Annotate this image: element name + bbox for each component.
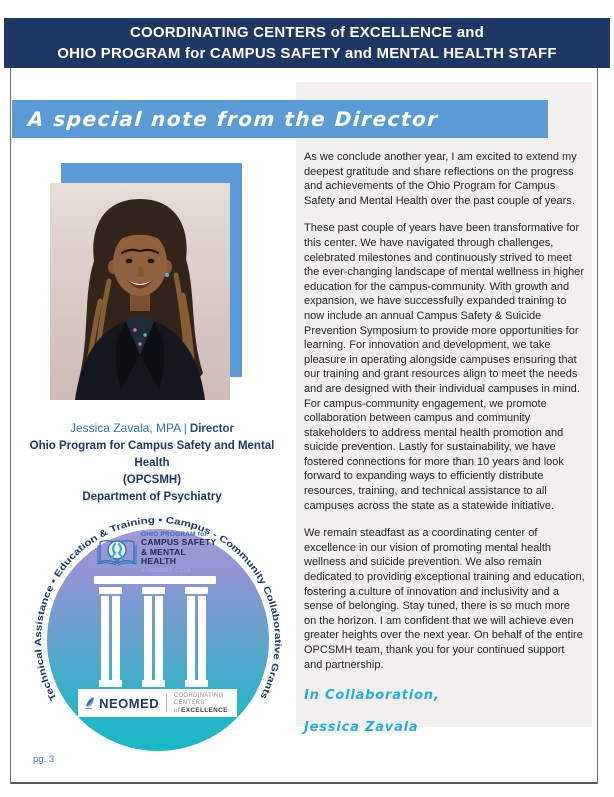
- cce-line-1: COORDINATING CENTERS: [173, 692, 224, 706]
- director-photo: [50, 183, 230, 400]
- page-number: pg. 3: [33, 754, 55, 765]
- program-line-4: A NEOMED CCoE: [141, 567, 192, 574]
- pillar-shaft: [101, 596, 120, 680]
- pillar-capital: [185, 587, 208, 594]
- letter-signature: Jessica Zavala: [304, 719, 419, 735]
- pillar-capital: [142, 587, 165, 594]
- program-logo-text: [141, 531, 221, 574]
- pillar-base: [99, 680, 122, 687]
- letter-paragraph: As we conclude another year, I am excited to extend my deepest gratitude and share reflections on the progress and achievements of the Ohio Program for Campus Safety and Mental Health over the past couple of years.: [304, 151, 577, 207]
- caption-abbrev: (OPCSMH): [122, 474, 182, 486]
- letter-closing: In Collaboration,: [304, 688, 440, 704]
- lockup-divider: [166, 694, 167, 712]
- director-portrait-illustration: [50, 183, 230, 400]
- pillar-shaft: [187, 596, 206, 680]
- program-line-1: OHIO PROGRAM for: [141, 531, 208, 538]
- neomed-cce-lockup: [78, 689, 237, 717]
- section-title: A special note from the Director: [27, 107, 440, 131]
- program-logo: [97, 531, 221, 574]
- pillar-capital: [99, 587, 122, 594]
- cce-wordmark: [174, 693, 231, 714]
- masthead-line-1: COORDINATING CENTERS of EXCELLENCE and: [130, 24, 484, 41]
- pillar-base: [185, 680, 208, 687]
- pillar-entablature: [94, 576, 216, 584]
- program-line-3: & MENTAL HEALTH: [141, 546, 186, 566]
- cce-excellence: EXCELLENCE: [181, 706, 228, 714]
- photo-caption: [16, 420, 288, 506]
- section-banner: [12, 100, 548, 138]
- neomed-wordmark: NEOMED: [99, 695, 160, 711]
- pillar-shaft: [144, 596, 163, 680]
- caption-dept: Department of Psychiatry: [82, 491, 222, 503]
- seal-ring-label: Technical Assistance • Education & Training • Campus - Community Collaborative Grants: [32, 514, 284, 703]
- cce-of: of: [173, 706, 180, 714]
- caption-role: Director: [189, 423, 235, 435]
- caption-name-line: [16, 420, 288, 438]
- open-book-ribbon-icon: [97, 534, 137, 570]
- caption-name: Jessica Zavala, MPA |: [69, 421, 187, 435]
- letter-paragraph: These past couple of years have been transformative for this center. We have navigated through challenges, celebrated milestones and continuously strived to meet the ever-changing landscape of mental wellness in higher education for the campus-community. With growth and expansion, we have successfully expanded training to now include an annual Campus Safety & Suicide Prevention Symposium to provide more opportunities for learning. For innovation and development, we take pleasure in operating alongside campuses ensuring that our training and grant resources align to meet the needs and are designed with their individual campuses in mind. For campus-community engagement, we promote collaboration between campus and community stakeholders to address mental health promotion and suicide prevention. Lastly for sustainability, we have fostered connections for more than 10 years and look forward to expanding ways to efficiently distribute resources, training, and technical assistance to all campuses across the state as a statewide initiative.: [304, 222, 585, 512]
- cce-line-2: [174, 707, 231, 714]
- letter-paragraph: We remain steadfast as a coordinating center of excellence in our vision of promoting mental health wellness and suicide prevention. We also remain dedicated to providing exceptional training and education, fostering a culture of innovation and inclusivity and a sense of belonging. Stay tuned, there is so much more on the horizon. I am confident that we will achieve even greater heights over the next year. On behalf of the entire OPCSMH team, thank you for your continued support and partnership.: [304, 527, 585, 671]
- caption-org: Ohio Program for Campus Safety and Mental Health: [29, 440, 275, 469]
- pillar-base: [142, 680, 165, 687]
- neomed-feather-icon: [84, 693, 95, 713]
- masthead: [4, 18, 610, 68]
- program-line-2: CAMPUS SAFETY: [141, 537, 217, 547]
- masthead-line-2: OHIO PROGRAM for CAMPUS SAFETY and MENTAL HEALTH STAFF: [57, 45, 557, 62]
- director-letter: [304, 150, 585, 735]
